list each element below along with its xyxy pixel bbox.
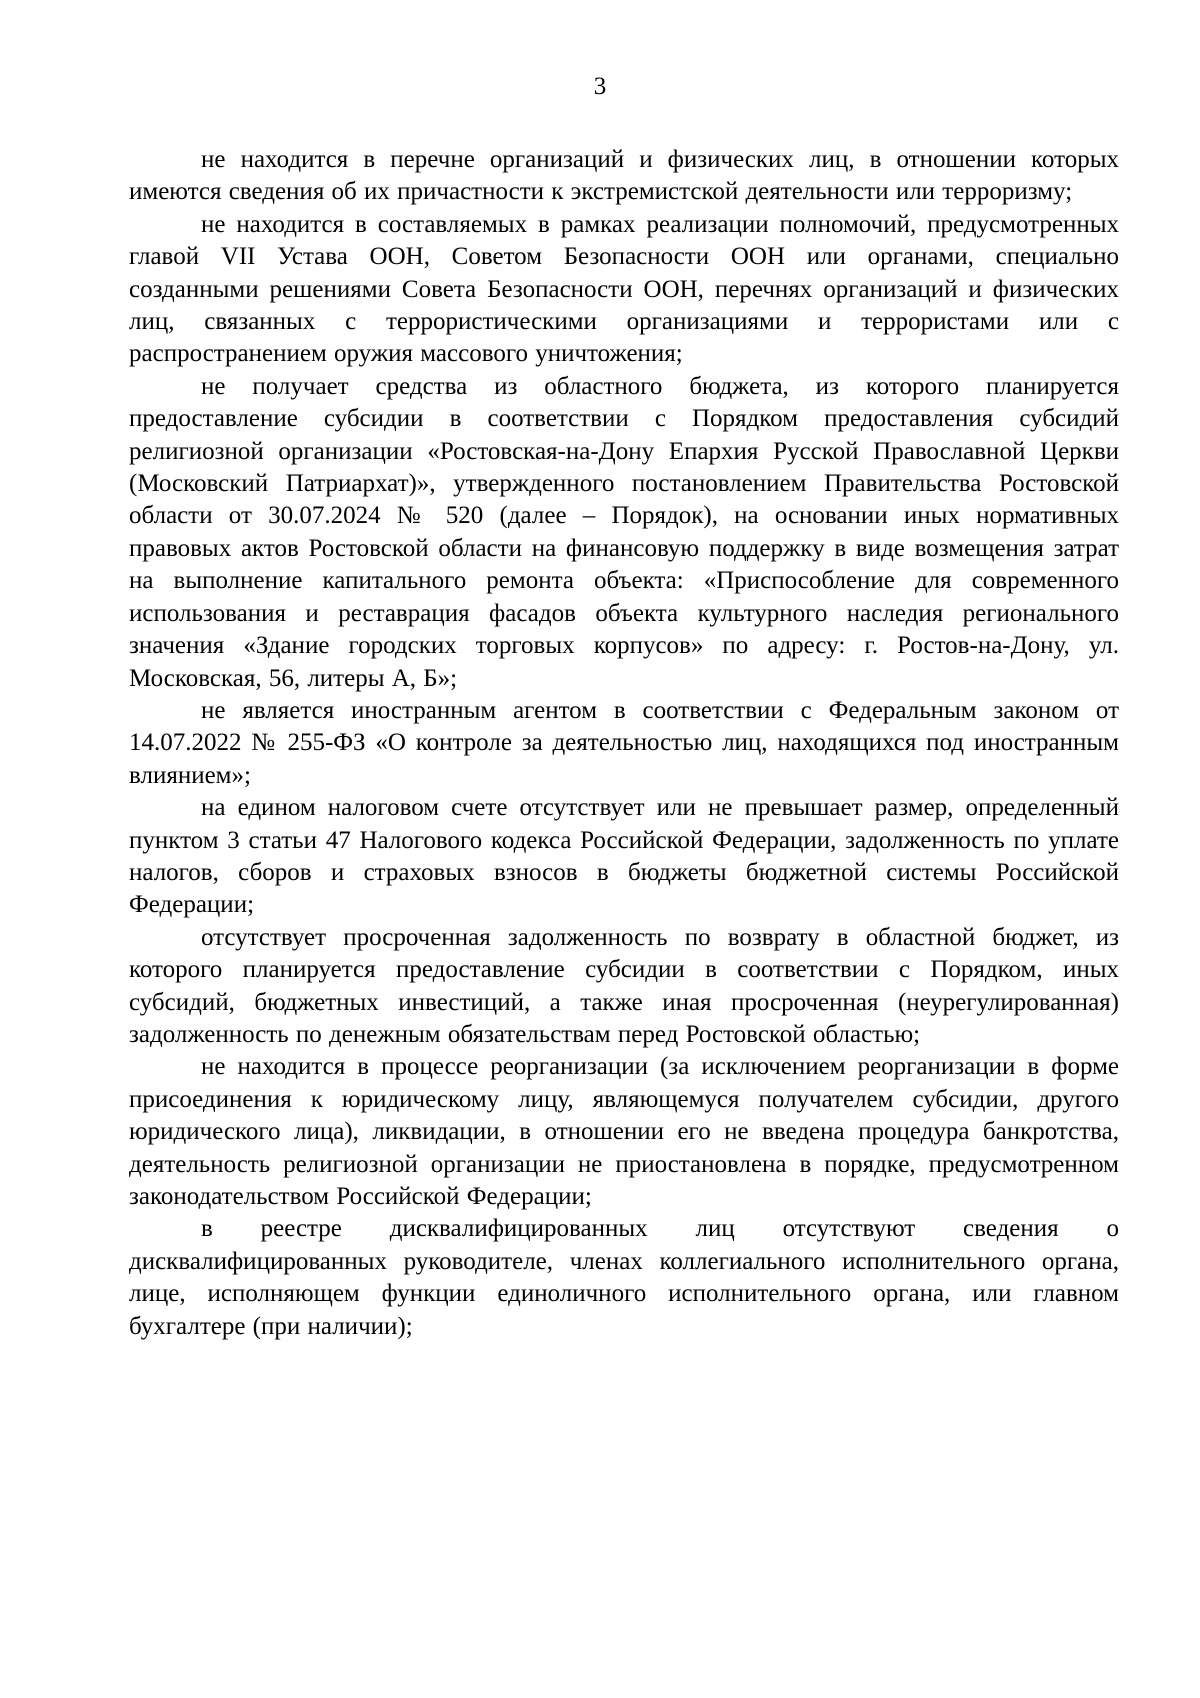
paragraph-un-sanctions-list: не находится в составляемых в рамках реализации полномочий, предусмотренных главой VII Устава ООН, Советом Безопасности ООН или органами, специально созданными решениями Совета Безопасности ООН, перечнях организаций и физических лиц, связанных с террористическими организациями и террористами или с распространением оружия массового уничтожения; xyxy=(129,210,1119,368)
paragraph-reorganization: не находится в процессе реорганизации (за исключением реорганизации в форме присоединения к юридическому лицу, являющемуся получателем субсидии, другого юридического лица), ликвидации, в отношении его не введена процедура банкротства, деятельность религиозной организации не приостановлена в порядке, предусмотренном законодательством Российской Федерации; xyxy=(129,1053,1119,1210)
paragraph-foreign-agent: не является иностранным агентом в соответствии с Федеральным законом от 14.07.2022 № 255-ФЗ «О контроле за деятельностью лиц, находящихся под иностранным влиянием»; xyxy=(129,696,1119,789)
paragraph-overdue-debt: отсутствует просроченная задолженность по возврату в областной бюджет, из которого планируется предоставление субсидии в соответствии с Порядком, иных субсидий, бюджетных инвестиций, а также иная просроченная (неурегулированная) задолженность по денежным обязательствам перед Ростовской областью; xyxy=(129,923,1119,1048)
paragraph-tax-debt: на едином налоговом счете отсутствует или не превышает размер, определенный пунктом 3 статьи 47 Налогового кодекса Российской Федерации, задолженность по уплате налогов, сборов и страховых взносов в бюджеты бюджетной системы Российской Федерации; xyxy=(129,794,1119,919)
paragraph-budget-funds: не получает средства из областного бюджета, из которого планируется предоставление субсидии в соответствии с Порядком предоставления субсидий религиозной организации «Ростовская-на-Дону Епархия Русской Православной Церкви (Московский Патриархат)», утвержденного постановлением Правительства Ростовской области от 30.07.2024 № 520 (далее – Порядок), на основании иных нормативных правовых актов Ростовской области на финансовую поддержку в виде возмещения затрат на выполнение капитального ремонта объекта: «Приспособление для современного использования и реставрация фасадов объекта культурного наследия регионального значения «Здание городских торговых корпусов» по адресу: г. Ростов-на-Дону, ул. Московская, 56, литеры А, Б»; xyxy=(129,372,1119,692)
page-number: 3 xyxy=(593,73,607,100)
paragraph-disqualified-persons: в реестре дисквалифицированных лиц отсутствуют сведения о дисквалифицированных руководителе, членах коллегиального исполнительного органа, лице, исполняющем функции единоличного исполнительного органа, или главном бухгалтере (при наличии); xyxy=(129,1215,1119,1340)
document-body xyxy=(129,144,1119,1343)
paragraph-extremism-list: не находится в перечне организаций и физических лиц, в отношении которых имеются сведения об их причастности к экстремистской деятельности или терроризму; xyxy=(129,146,1119,206)
